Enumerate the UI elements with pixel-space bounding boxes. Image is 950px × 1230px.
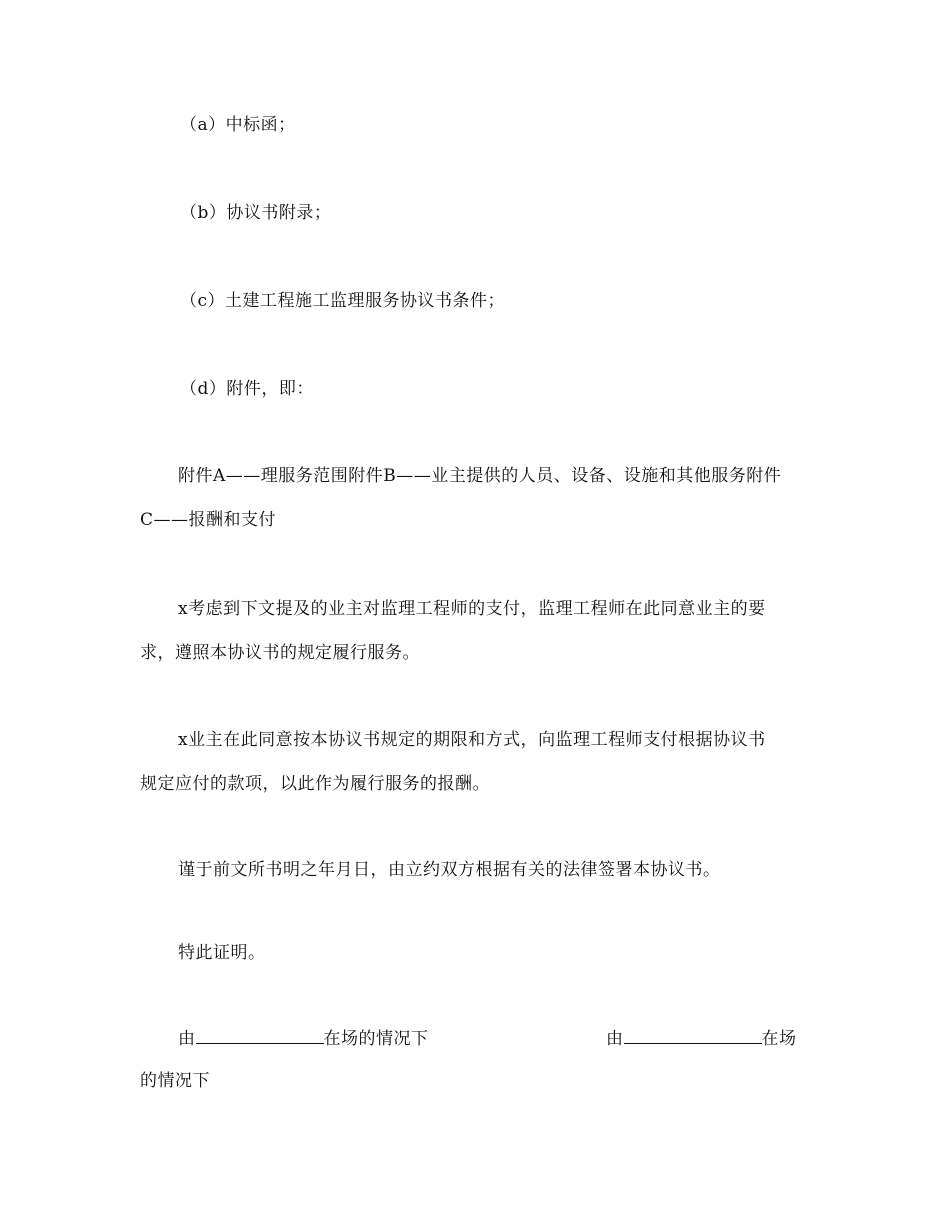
attachments-line-2: C——报酬和支付 (140, 510, 277, 530)
signature-continuation: 的情况下 (140, 1071, 210, 1091)
paragraph-1-line-1: x考虑到下文提及的业主对监理工程师的支付，监理工程师在此同意业主的要 (178, 599, 766, 619)
list-marker: （d） (180, 379, 227, 399)
list-text: 中标函； (225, 115, 296, 135)
signature-left-prefix: 由 (178, 1029, 196, 1049)
list-item-b (180, 202, 331, 224)
signature-left-suffix: 在场的情况下 (323, 1029, 429, 1049)
list-item-a (180, 114, 296, 136)
list-text: 土建工程施工监理服务协议书条件； (225, 291, 506, 311)
paragraph-2-line-1: x业主在此同意按本协议书规定的期限和方式，向监理工程师支付根据协议书 (178, 730, 766, 750)
signature-right (606, 1026, 797, 1050)
signature-right-blank[interactable] (624, 1026, 762, 1044)
list-text: 附件，即： (226, 379, 314, 399)
paragraph-2-line-2: 规定应付的款项，以此作为履行服务的报酬。 (140, 774, 490, 794)
signature-left (178, 1026, 429, 1050)
list-marker: （c） (180, 291, 226, 311)
signature-left-blank[interactable] (196, 1026, 324, 1044)
list-marker: （a） (180, 115, 226, 135)
paragraph-1-line-2: 求，遵照本协议书的规定履行服务。 (140, 643, 420, 663)
list-text: 协议书附录； (226, 203, 332, 223)
attachments-line-1: 附件A——理服务范围附件B——业主提供的人员、设备、设施和其他服务附件 (178, 466, 782, 486)
list-item-c (180, 290, 505, 312)
list-marker: （b） (180, 203, 227, 223)
list-item-d (180, 378, 314, 400)
signature-right-suffix: 在场 (761, 1029, 797, 1049)
witness-statement: 谨于前文所书明之年月日，由立约双方根据有关的法律签署本协议书。 (178, 860, 721, 880)
certify-text: 特此证明。 (178, 943, 266, 963)
signature-right-prefix: 由 (606, 1029, 624, 1049)
